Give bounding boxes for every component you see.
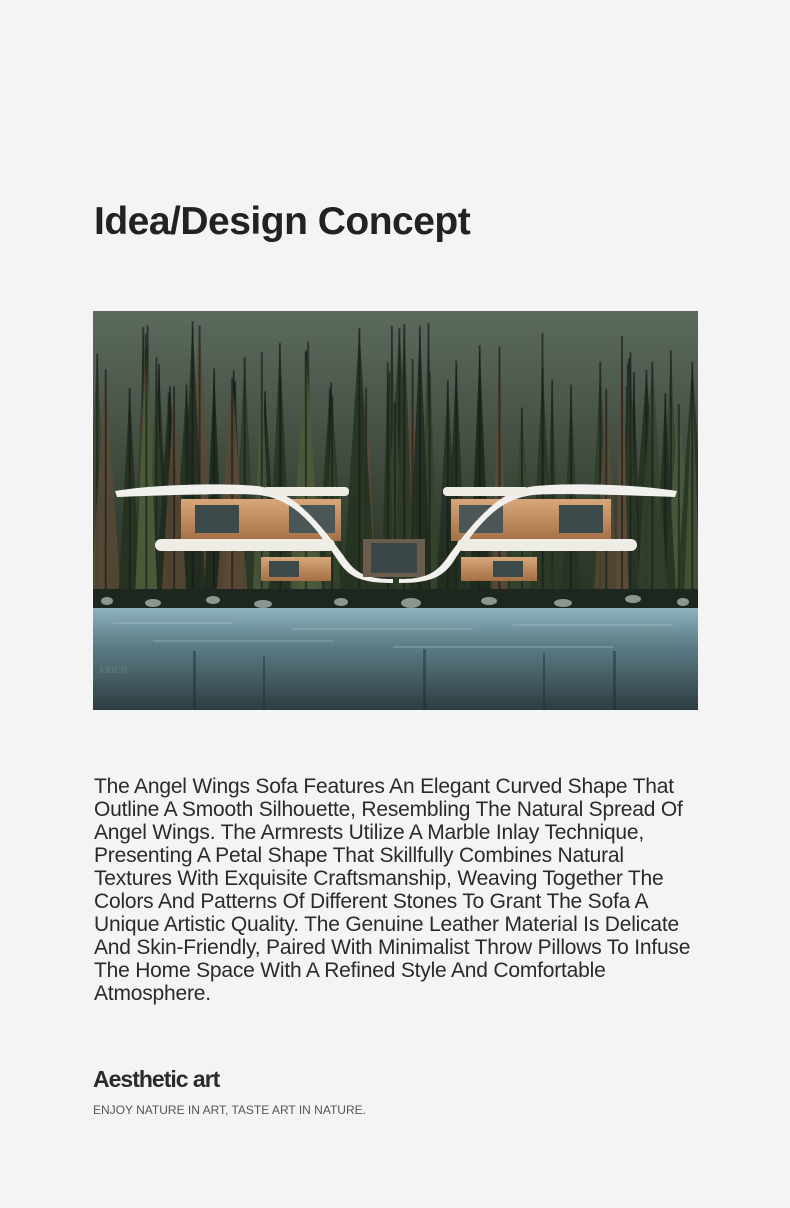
hero-image — [93, 311, 698, 710]
aesthetic-title: Aesthetic art — [93, 1066, 220, 1092]
tagline: ENJOY NATURE IN ART, TASTE ART IN NATURE. — [93, 1103, 366, 1117]
watermark-text: KRICH — [99, 665, 128, 675]
description-text: The Angel Wings Sofa Features An Elegant Curved Shape That Outline A Smooth Silhouette, Resembling The Natural Spread Of Angel Wings. The Armrests Utilize A Marble Inlay Technique, Presenting A Petal Shape That Skillfully Combines Natural Textures With Exquisite Craftsmanship, Weaving Together The Colors And Patterns Of Different Stones To Grant The Sofa A Unique Artistic Quality. The Genuine Leather Material Is Delicate And Skin-Friendly, Paired With Minimalist Throw Pillows To Infuse The Home Space With A Refined Style And Comfortable Atmosphere. — [94, 775, 691, 1005]
section-heading: Idea/Design Concept — [94, 200, 471, 243]
